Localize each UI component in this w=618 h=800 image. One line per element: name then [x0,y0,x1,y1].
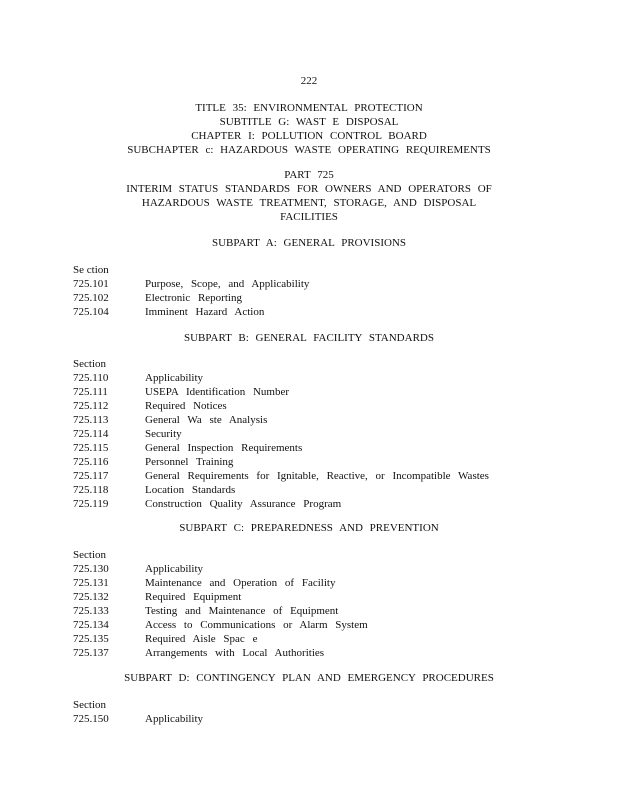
section-column-label: Section [73,699,106,711]
section-number: 725.112 [73,400,109,412]
section-number: 725.117 [73,470,109,482]
section-title: USEPA Identification Number [145,386,290,398]
section-number: 725.114 [73,428,109,440]
toc-entry [73,646,553,660]
section-number: 725.101 [73,278,109,290]
subtitle-line: SUBTITLE G: WAST E DISPOSAL [219,116,399,128]
part-title-line: INTERIM STATUS STANDARDS FOR OWNERS AND OPERATORS OF [126,183,492,195]
part-line: PART 725 [284,169,334,181]
section-title: Required Aisle Spac e [145,633,258,645]
toc-entry [73,497,553,511]
toc-entry [73,590,553,604]
section-title: Maintenance and Operation of Facility [145,577,336,589]
toc-entry [73,399,553,413]
section-number: 725.130 [73,563,109,575]
toc-entry [73,441,553,455]
section-column-label: Section [73,358,106,370]
toc-entry [73,413,553,427]
toc-entry [73,427,553,441]
section-title: Applicability [145,372,204,384]
toc-entry [73,632,553,646]
page-number: 222 [300,75,318,87]
section-title: Required Notices [145,400,227,412]
section-number: 725.132 [73,591,109,603]
section-number: 725.102 [73,292,109,304]
subpart-heading: SUBPART D: CONTINGENCY PLAN AND EMERGENCY PROCEDURES [124,672,494,684]
section-title: Access to Communications or Alarm System [145,619,368,631]
section-title: Applicability [145,563,204,575]
section-title: Imminent Hazard Action [145,306,265,318]
section-title: Construction Quality Assurance Program [145,498,342,510]
section-number: 725.134 [73,619,109,631]
toc-entry [73,618,553,632]
subpart-heading: SUBPART A: GENERAL PROVISIONS [212,237,406,249]
section-title: Location Standards [145,484,236,496]
toc-entry [73,483,553,497]
section-number: 725.133 [73,605,109,617]
section-title: Required Equipment [145,591,242,603]
section-title: Purpose, Scope, and Applicability [145,278,310,290]
chapter-line: CHAPTER I: POLLUTION CONTROL BOARD [191,130,427,142]
toc-entry [73,291,553,305]
title-line: TITLE 35: ENVIRONMENTAL PROTECTION [195,102,423,114]
section-number: 725.131 [73,577,109,589]
part-title-line: FACILITIES [280,211,338,223]
section-title: Testing and Maintenance of Equipment [145,605,339,617]
section-title: Security [145,428,182,440]
section-number: 725.118 [73,484,109,496]
toc-entry [73,277,553,291]
subpart-heading: SUBPART C: PREPAREDNESS AND PREVENTION [179,522,439,534]
section-title: Personnel Training [145,456,234,468]
section-number: 725.116 [73,456,109,468]
section-title: Electronic Reporting [145,292,242,304]
toc-entry [73,385,553,399]
subchapter-line: SUBCHAPTER c: HAZARDOUS WASTE OPERATING REQUIREMENTS [127,144,491,156]
section-column-label: Se ction [73,264,109,276]
toc-entry [73,712,553,726]
section-column-label: Section [73,549,106,561]
section-title: General Requirements for Ignitable, Reactive, or Incompatible Wastes [145,470,489,482]
section-number: 725.104 [73,306,109,318]
section-title: Applicability [145,713,204,725]
section-number: 725.111 [73,386,108,398]
section-number: 725.110 [73,372,109,384]
toc-entry [73,469,553,483]
section-number: 725.150 [73,713,109,725]
part-title-line: HAZARDOUS WASTE TREATMENT, STORAGE, AND DISPOSAL [141,197,477,209]
toc-entry [73,576,553,590]
toc-entry [73,604,553,618]
toc-entry [73,455,553,469]
section-number: 725.115 [73,442,109,454]
section-title: General Wa ste Analysis [145,414,268,426]
section-number: 725.137 [73,647,109,659]
subpart-heading: SUBPART B: GENERAL FACILITY STANDARDS [184,332,434,344]
section-title: Arrangements with Local Authorities [145,647,325,659]
toc-entry [73,562,553,576]
toc-entry [73,371,553,385]
section-number: 725.135 [73,633,109,645]
toc-entry [73,305,553,319]
section-title: General Inspection Requirements [145,442,303,454]
section-number: 725.113 [73,414,109,426]
section-number: 725.119 [73,498,109,510]
